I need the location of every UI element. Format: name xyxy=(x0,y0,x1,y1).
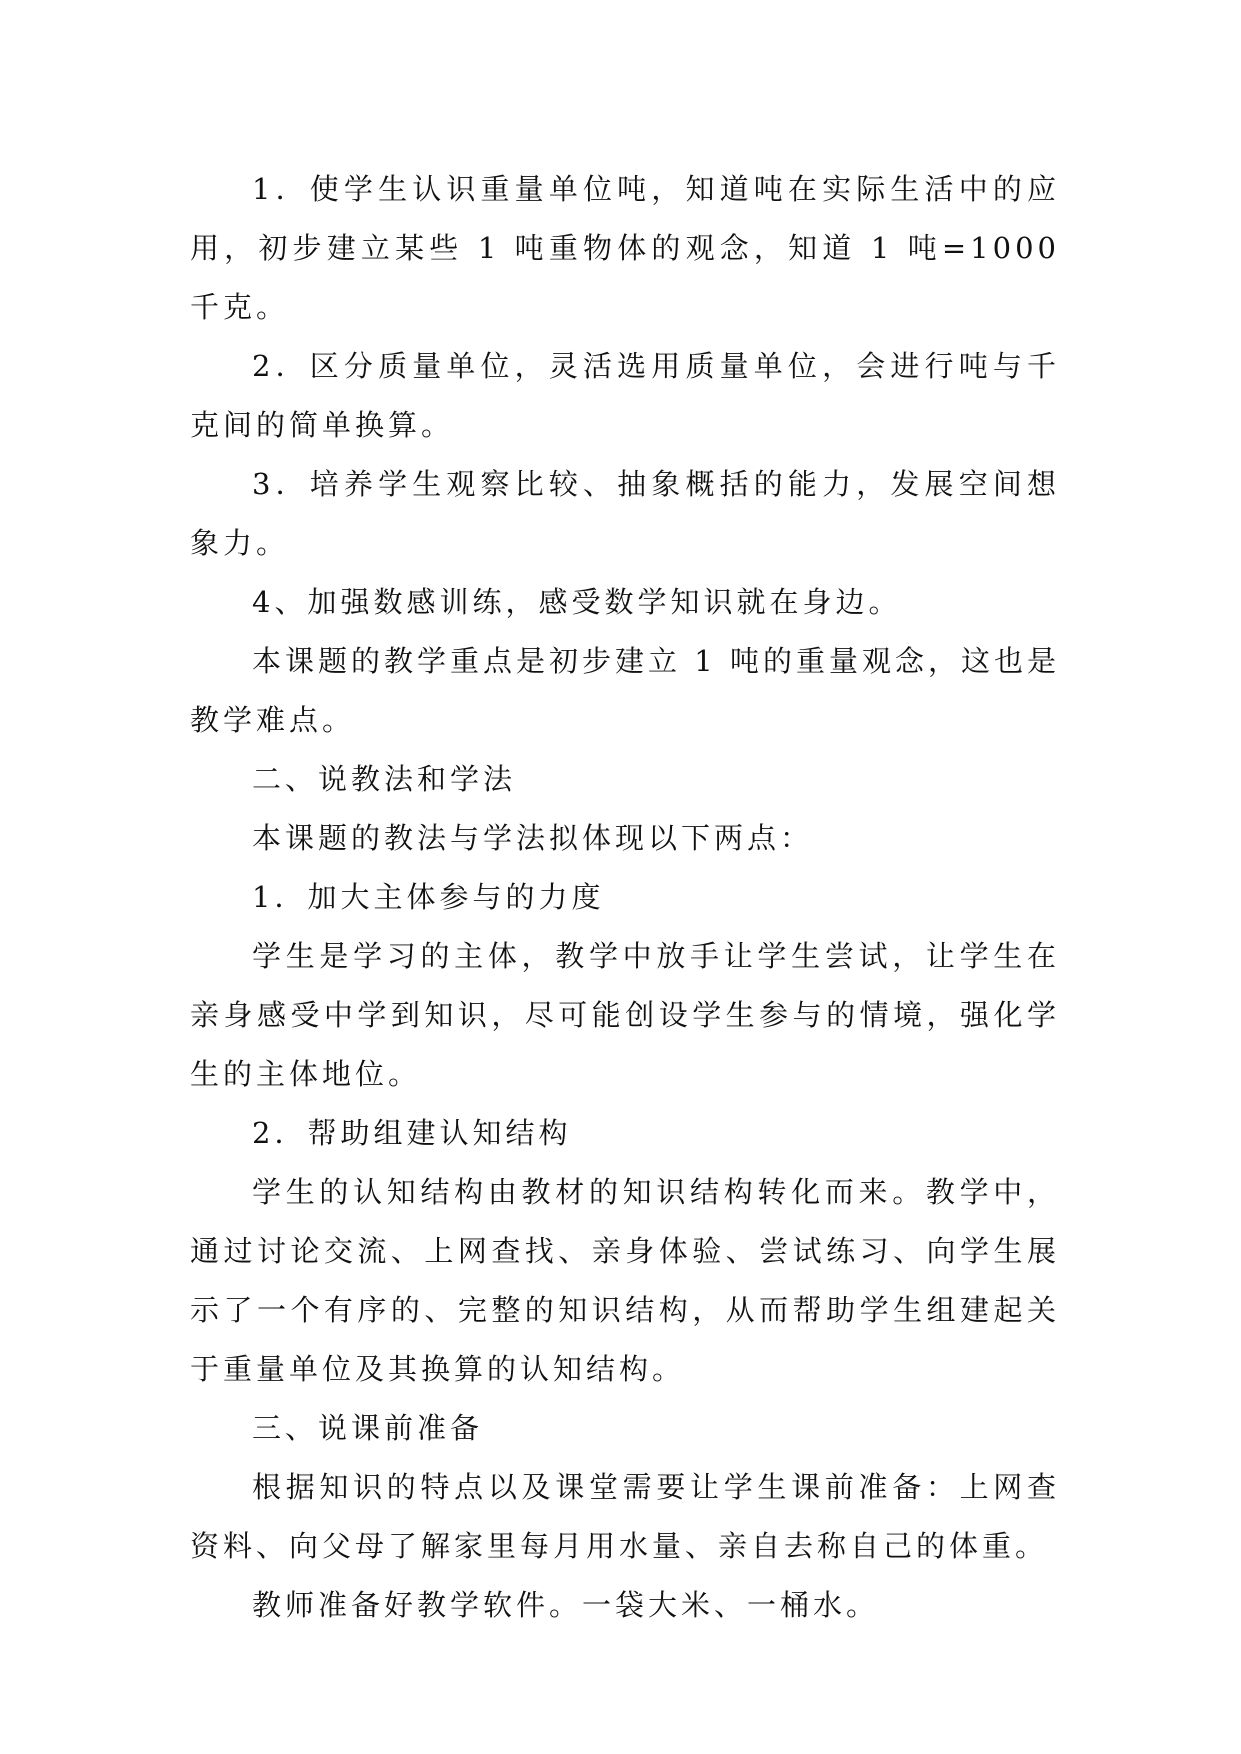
paragraph-objective-2: 2．区分质量单位，灵活选用质量单位，会进行吨与千克间的简单换算。 xyxy=(190,349,1060,442)
section-heading-preparation: 三、说课前准备 xyxy=(252,1411,484,1445)
paragraph-student-preparation: 根据知识的特点以及课堂需要让学生课前准备：上网查资料、向父母了解家里每月用水量、亲自去称自己的体重。 xyxy=(190,1470,1060,1563)
paragraph-methods-intro: 本课题的教法与学法拟体现以下两点： xyxy=(252,821,814,855)
paragraph-key-points: 本课题的教学重点是初步建立 1 吨的重量观念，这也是教学难点。 xyxy=(190,644,1060,737)
subheading-cognitive-structure: 2．帮助组建认知结构 xyxy=(252,1116,572,1150)
paragraph-participation: 学生是学习的主体，教学中放手让学生尝试，让学生在亲身感受中学到知识，尽可能创设学生参与的情境，强化学生的主体地位。 xyxy=(190,939,1060,1091)
paragraph-objective-3: 3．培养学生观察比较、抽象概括的能力，发展空间想象力。 xyxy=(190,467,1060,560)
paragraph-objective-4: 4、加强数感训练，感受数学知识就在身边。 xyxy=(252,585,902,619)
section-heading-methods: 二、说教法和学法 xyxy=(252,762,517,796)
paragraph-teacher-preparation: 教师准备好教学软件。一袋大米、一桶水。 xyxy=(252,1588,880,1622)
document-body xyxy=(190,160,1060,1635)
paragraph-objective-1: 1．使学生认识重量单位吨，知道吨在实际生活中的应用，初步建立某些 1 吨重物体的观念，知道 1 吨=1000 千克。 xyxy=(190,172,1060,324)
subheading-participation: 1．加大主体参与的力度 xyxy=(252,880,605,914)
paragraph-cognitive-structure: 学生的认知结构由教材的知识结构转化而来。教学中，通过讨论交流、上网查找、亲身体验、尝试练习、向学生展示了一个有序的、完整的知识结构，从而帮助学生组建起关于重量单位及其换算的认知结构。 xyxy=(190,1175,1060,1386)
